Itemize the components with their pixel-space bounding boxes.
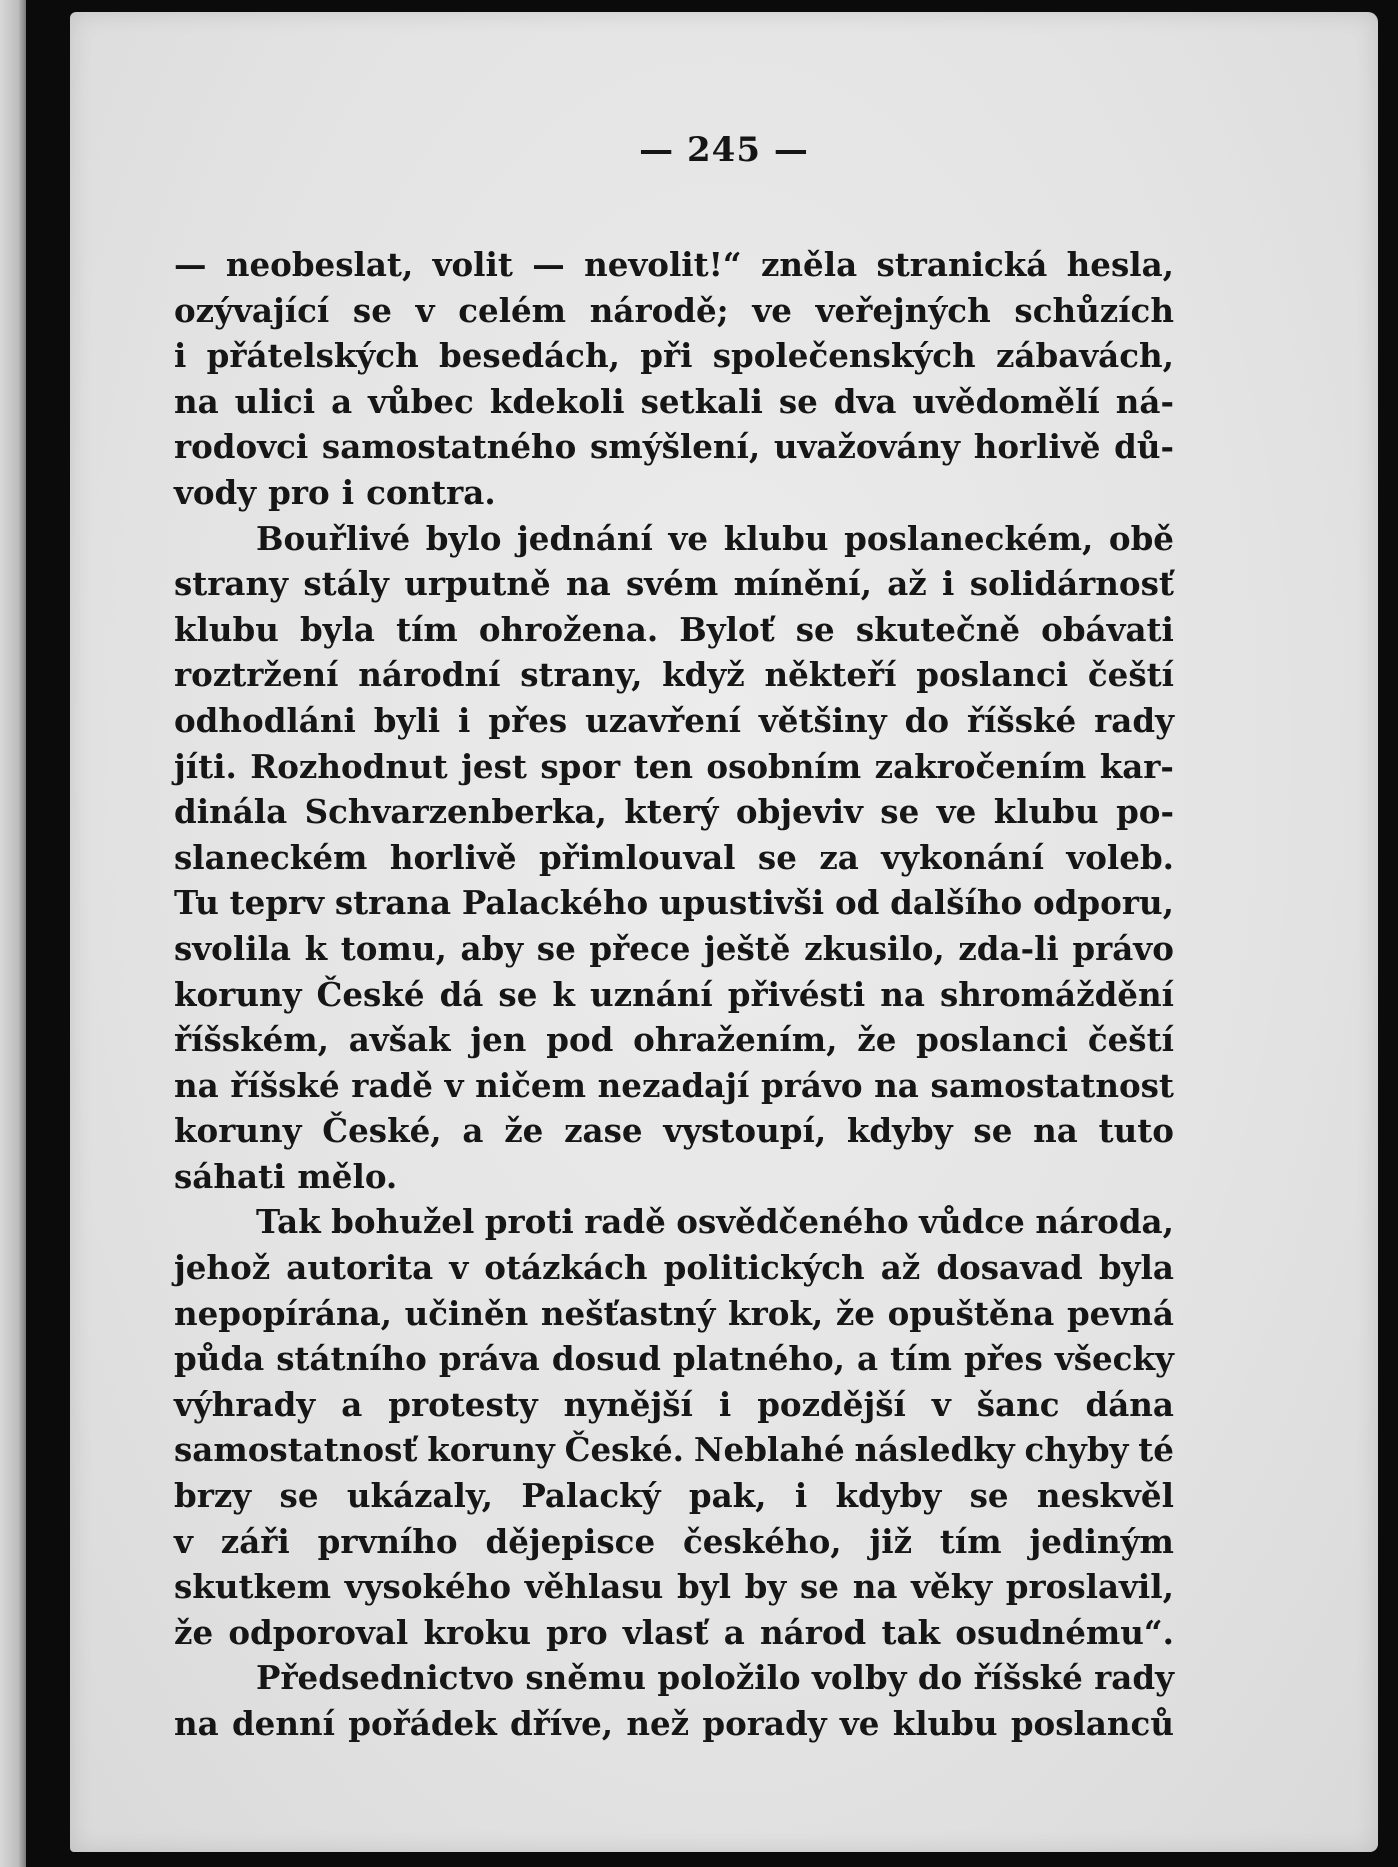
word: dána	[1085, 1384, 1174, 1424]
text-line	[174, 561, 1174, 607]
word: zábavách,	[995, 336, 1174, 376]
word: ulici	[234, 381, 316, 421]
word: Bouřlivé	[256, 518, 411, 558]
word: jíti.	[174, 746, 237, 786]
word: přimlouval	[538, 837, 736, 877]
text-line	[174, 789, 1174, 835]
word: říšské	[973, 1658, 1083, 1698]
word: obávati	[1041, 609, 1174, 649]
scan-gutter	[26, 0, 74, 1867]
word: přes	[488, 700, 568, 740]
word: za	[819, 837, 859, 877]
word: dva	[833, 381, 897, 421]
word: na	[1033, 1111, 1078, 1151]
word: pro	[546, 1612, 608, 1652]
word: a	[331, 381, 353, 421]
word: zase	[564, 1111, 643, 1151]
word: šanc	[976, 1384, 1060, 1424]
word: jehož	[174, 1248, 271, 1288]
word: v	[444, 1065, 464, 1105]
word: který	[624, 792, 719, 832]
word: opuštěna	[887, 1293, 1055, 1333]
word: samostatnosť	[174, 1430, 418, 1470]
text-line	[174, 607, 1174, 653]
word: klubu	[723, 518, 829, 558]
word: a	[857, 1339, 879, 1379]
word: při	[640, 336, 693, 376]
word: dějepisce	[485, 1521, 656, 1561]
word: Tak	[256, 1202, 321, 1242]
word: položilo	[657, 1658, 801, 1698]
word: České,	[322, 1111, 442, 1151]
text-line	[174, 516, 1174, 562]
text-line	[174, 1291, 1174, 1337]
word: kdyby	[835, 1476, 942, 1516]
text-line	[174, 1564, 1174, 1610]
word: a	[723, 1612, 745, 1652]
word: politických	[663, 1248, 865, 1288]
word: Palackého	[461, 883, 649, 923]
word: klubu	[174, 609, 279, 649]
word: na	[880, 974, 925, 1014]
word: ničem	[475, 1065, 586, 1105]
text-line	[174, 1427, 1174, 1473]
word: urputně	[404, 564, 551, 604]
word: i	[174, 336, 187, 376]
word: na	[566, 564, 611, 604]
word: na	[174, 1704, 219, 1743]
text-line	[174, 1610, 1174, 1656]
word: nepopírána,	[174, 1293, 392, 1333]
word: Schvarzenberka,	[304, 792, 607, 832]
book-page	[70, 12, 1378, 1852]
word: nevolit!“	[584, 245, 742, 284]
text-line	[174, 926, 1174, 972]
word: přece	[589, 928, 691, 968]
text-line	[174, 242, 1174, 288]
word: se	[969, 1476, 1009, 1516]
word: osobním	[706, 746, 862, 786]
word: rady	[1094, 1658, 1174, 1698]
word: osvědčeného	[676, 1202, 909, 1242]
word: se	[352, 290, 392, 330]
word: národ	[760, 1612, 867, 1652]
word: a	[462, 1111, 484, 1151]
word: poslanců	[1010, 1704, 1174, 1743]
word: byla	[299, 609, 375, 649]
word: národa,	[1035, 1202, 1174, 1242]
word: pod	[546, 1020, 614, 1060]
word: většiny	[758, 700, 887, 740]
word: nynější	[563, 1384, 693, 1424]
word: proslavil,	[1005, 1567, 1174, 1607]
word: vlasť	[622, 1612, 709, 1652]
word: odporoval	[228, 1612, 409, 1652]
word: svém	[626, 564, 719, 604]
word: ve	[839, 1704, 880, 1743]
word: jediným	[1029, 1521, 1174, 1561]
word: byli	[373, 700, 441, 740]
word: České.	[564, 1430, 684, 1470]
word: všecky	[1054, 1339, 1174, 1379]
word: stály	[303, 564, 389, 604]
word: v	[931, 1384, 951, 1424]
word: volby	[811, 1658, 907, 1698]
word: říšské	[966, 700, 1077, 740]
word: říšském,	[174, 1020, 329, 1060]
word: bylo	[425, 518, 502, 558]
word: uvažovány	[773, 427, 961, 467]
word: spor	[540, 746, 621, 786]
word: k	[552, 974, 575, 1014]
word: říšské	[230, 1065, 340, 1105]
word: poslaneckém,	[844, 518, 1094, 558]
word: odhodláni	[174, 700, 356, 740]
word: mělo.	[297, 1156, 398, 1196]
text-line	[174, 835, 1174, 881]
word: sáhati	[174, 1156, 286, 1196]
word: celém	[458, 290, 567, 330]
word: národní	[358, 655, 501, 695]
text-line	[174, 1473, 1174, 1519]
word: bohužel	[331, 1202, 475, 1242]
word: někteří	[764, 655, 897, 695]
word: neskvěl	[1036, 1476, 1174, 1516]
word: dinála	[174, 792, 288, 832]
text-line	[174, 1017, 1174, 1063]
page-number: — 245 —	[639, 130, 809, 170]
word: na	[174, 1065, 219, 1105]
word: zkusilo,	[804, 928, 945, 968]
word: pro	[268, 472, 330, 512]
word: přes	[963, 1339, 1043, 1379]
word: se	[536, 928, 576, 968]
word: právo	[761, 1065, 863, 1105]
word: tuto	[1098, 1111, 1174, 1151]
word: platného,	[672, 1339, 845, 1379]
word: vysokého	[344, 1567, 512, 1607]
word: až	[880, 1248, 921, 1288]
word: shromáždění	[939, 974, 1174, 1014]
word: do	[904, 700, 949, 740]
word: roztržení	[174, 655, 339, 695]
word: v	[449, 1248, 469, 1288]
word: setkali	[640, 381, 763, 421]
text-line	[174, 880, 1174, 926]
word: i	[942, 564, 955, 604]
word: v	[174, 1521, 193, 1561]
word: byl	[676, 1567, 731, 1607]
text-line	[174, 652, 1174, 698]
text-line	[174, 1701, 1174, 1747]
word: se	[880, 792, 920, 832]
word: kdekoli	[489, 381, 625, 421]
word: vůdce	[919, 1202, 1025, 1242]
word: upustivši	[658, 883, 825, 923]
word: tomu,	[340, 928, 447, 968]
word: již	[869, 1521, 913, 1561]
text-line	[174, 1519, 1174, 1565]
word: státního	[276, 1339, 427, 1379]
word: i	[341, 472, 355, 512]
word: Rozhodnut	[250, 746, 448, 786]
word: poslanci	[916, 1020, 1069, 1060]
word: dosud	[551, 1339, 661, 1379]
word: byla	[1098, 1248, 1174, 1288]
word: samostatnost	[930, 1065, 1174, 1105]
word: že	[835, 1293, 875, 1333]
word: v	[415, 290, 435, 330]
word: radě	[584, 1202, 666, 1242]
word: protesty	[388, 1384, 538, 1424]
word: zněla	[760, 245, 858, 284]
word: strana	[334, 883, 452, 923]
word: když	[662, 655, 745, 695]
word: věhlasu	[524, 1567, 664, 1607]
word: kar-	[1099, 746, 1174, 786]
word: solidárnosť	[969, 564, 1174, 604]
word: horlivě	[973, 427, 1101, 467]
word: prvního	[317, 1521, 458, 1561]
word: na	[852, 1567, 898, 1607]
word: vody	[174, 472, 257, 512]
word: neobeslat,	[225, 245, 414, 284]
word: jednání	[517, 518, 653, 558]
word: se	[279, 1476, 319, 1516]
word: chyby	[1024, 1430, 1129, 1470]
word: vůbec	[368, 381, 474, 421]
word: dosavad	[936, 1248, 1083, 1288]
word: až	[887, 564, 927, 604]
word: dá	[439, 974, 484, 1014]
text-line	[174, 1154, 1174, 1200]
word: jen	[470, 1020, 527, 1060]
text-line	[174, 1382, 1174, 1428]
word: proti	[484, 1202, 574, 1242]
word: České	[316, 974, 425, 1014]
text-line	[174, 333, 1174, 379]
word: skutkem	[174, 1567, 332, 1607]
word: záři	[220, 1521, 290, 1561]
word: kdyby	[846, 1111, 953, 1151]
word: ještě	[704, 928, 791, 968]
word: Byloť	[679, 609, 775, 649]
text-line	[174, 1108, 1174, 1154]
word: contra.	[366, 472, 496, 512]
word: se	[973, 1111, 1013, 1151]
word: čeští	[1087, 655, 1174, 695]
word: práva	[438, 1339, 540, 1379]
word: rodovci	[174, 427, 309, 467]
word: Tu	[174, 883, 219, 923]
text-line	[174, 972, 1174, 1018]
text-line	[174, 288, 1174, 334]
word: sněmu	[525, 1658, 646, 1698]
word: jest	[461, 746, 527, 786]
word: že	[504, 1111, 544, 1151]
text-line	[174, 470, 1174, 516]
word: horlivě	[389, 837, 517, 877]
word: hesla,	[1066, 245, 1174, 284]
word: slaneckém	[174, 837, 368, 877]
word: by	[744, 1567, 787, 1607]
word: se	[795, 609, 835, 649]
word: se	[800, 1567, 839, 1607]
word: kroku	[423, 1612, 531, 1652]
text-line	[174, 744, 1174, 790]
word: koruny	[427, 1430, 555, 1470]
word: odporu,	[1033, 883, 1174, 923]
word: že	[174, 1612, 214, 1652]
word: ten	[633, 746, 693, 786]
word: besedách,	[439, 336, 620, 376]
word: —	[174, 245, 207, 284]
word: nezadají	[597, 1065, 750, 1105]
adjacent-page-edge	[0, 0, 26, 1867]
word: volit	[432, 245, 513, 284]
word: —	[532, 245, 565, 284]
word: dů-	[1114, 427, 1174, 467]
word: zda-li	[958, 928, 1059, 968]
word: vykonání	[881, 837, 1044, 877]
word: té	[1138, 1430, 1174, 1470]
body-text	[174, 242, 1174, 1747]
word: se	[498, 974, 538, 1014]
word: pak,	[688, 1476, 767, 1516]
word: aby	[460, 928, 524, 968]
word: půda	[174, 1339, 265, 1379]
text-line	[174, 1655, 1174, 1701]
word: ná-	[1115, 381, 1174, 421]
word: ozývající	[174, 290, 330, 330]
text-line	[174, 1063, 1174, 1109]
word: dříve,	[510, 1704, 614, 1743]
word: Předsednictvo	[256, 1658, 515, 1698]
word: koruny	[174, 1111, 302, 1151]
word: na	[174, 381, 219, 421]
word: právo	[1072, 928, 1174, 968]
word: schůzích	[1014, 290, 1174, 330]
text-line	[174, 424, 1174, 470]
word: skutečně	[855, 609, 1021, 649]
word: otázkách	[484, 1248, 648, 1288]
word: tím	[939, 1521, 1002, 1561]
word: tak	[881, 1612, 941, 1652]
word: klubu	[892, 1704, 998, 1743]
word: rady	[1094, 700, 1174, 740]
word: věky	[911, 1567, 993, 1607]
word: klubu	[993, 792, 1099, 832]
text-line	[174, 698, 1174, 744]
word: tím	[890, 1339, 952, 1379]
word: ve	[752, 290, 792, 330]
word: se	[778, 381, 818, 421]
word: zakročením	[874, 746, 1087, 786]
word: veřejných	[815, 290, 991, 330]
word: i	[458, 700, 471, 740]
text-line	[174, 1336, 1174, 1382]
word: přivésti	[727, 974, 866, 1014]
word: pevná	[1066, 1293, 1174, 1333]
word: k	[304, 928, 328, 968]
word: avšak	[348, 1020, 451, 1060]
word: koruny	[174, 974, 302, 1014]
text-line	[174, 379, 1174, 425]
word: svolila	[174, 928, 291, 968]
word: než	[626, 1704, 690, 1743]
word: uznání	[589, 974, 713, 1014]
word: národě;	[589, 290, 729, 330]
word: ve	[668, 518, 709, 558]
word: tím	[396, 609, 458, 649]
word: smýšlení,	[590, 427, 761, 467]
text-line	[174, 1245, 1174, 1291]
word: stranická	[876, 245, 1048, 284]
word: poslanci	[916, 655, 1069, 695]
word: pozdější	[757, 1384, 906, 1424]
word: strany	[174, 564, 289, 604]
word: od	[834, 883, 880, 923]
word: ohražením,	[633, 1020, 838, 1060]
word: se	[757, 837, 797, 877]
word: nešťastný	[540, 1293, 716, 1333]
word: ohrožena.	[478, 609, 659, 649]
word: výhrady	[174, 1384, 316, 1424]
word: teprv	[229, 883, 325, 923]
word: do	[917, 1658, 963, 1698]
word: po-	[1116, 792, 1174, 832]
word: samostatného	[321, 427, 577, 467]
word: společenských	[712, 336, 976, 376]
word: voleb.	[1066, 837, 1174, 877]
word: následky	[854, 1430, 1015, 1470]
word: uvědomělí	[912, 381, 1100, 421]
word: porady	[702, 1704, 827, 1743]
word: že	[857, 1020, 897, 1060]
word: učiněn	[404, 1293, 529, 1333]
word: a	[341, 1384, 363, 1424]
word: přátelských	[206, 336, 419, 376]
word: i	[718, 1384, 732, 1424]
word: ukázaly,	[346, 1476, 493, 1516]
word: denní	[231, 1704, 335, 1743]
word: radě	[351, 1065, 433, 1105]
word: vystoupí,	[663, 1111, 827, 1151]
word: i	[794, 1476, 808, 1516]
word: českého,	[683, 1521, 842, 1561]
word: obě	[1108, 518, 1174, 558]
word: na	[874, 1065, 919, 1105]
word: objeviv	[735, 792, 863, 832]
word: osudnému“.	[955, 1612, 1174, 1652]
word: mínění,	[733, 564, 872, 604]
word: brzy	[174, 1476, 252, 1516]
word: uzavření	[585, 700, 741, 740]
word: pořádek	[348, 1704, 497, 1743]
word: Neblahé	[693, 1430, 845, 1470]
word: krok,	[728, 1293, 824, 1333]
word: dalšího	[890, 883, 1023, 923]
word: čeští	[1087, 1020, 1174, 1060]
text-line	[174, 1199, 1174, 1245]
word: autorita	[286, 1248, 434, 1288]
word: ve	[936, 792, 977, 832]
word: Palacký	[521, 1476, 661, 1516]
word: strany,	[520, 655, 643, 695]
